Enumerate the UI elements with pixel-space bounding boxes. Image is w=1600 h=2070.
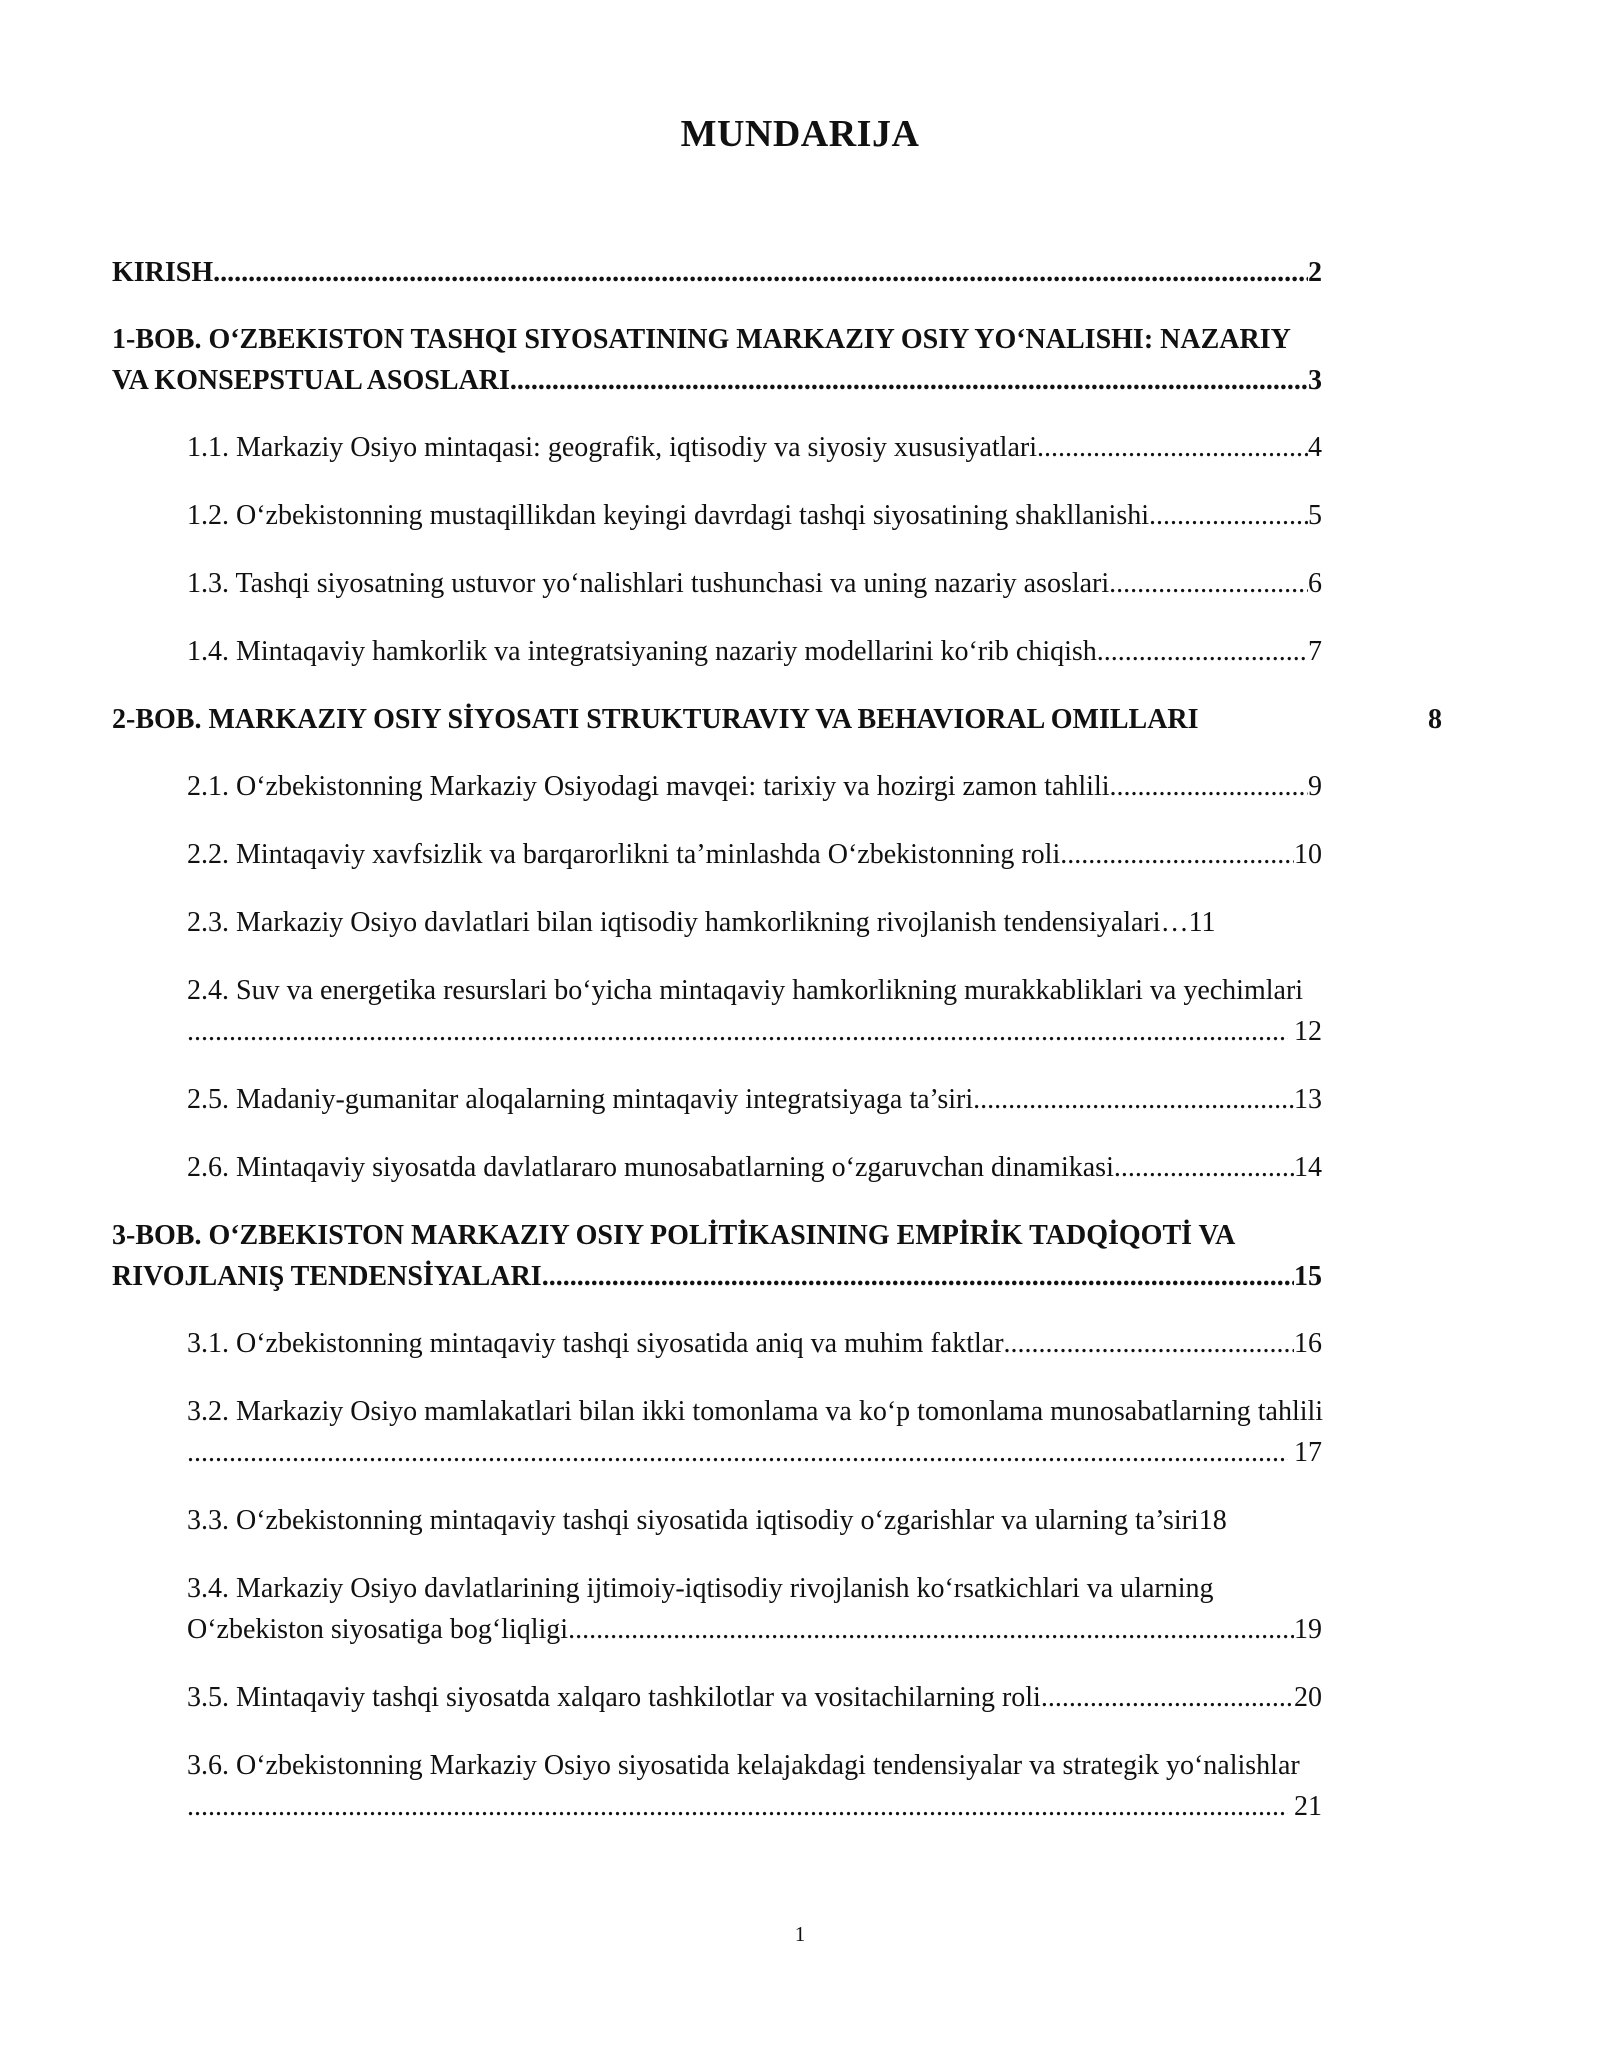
toc-entry-text: 3.6. O‘zbekistonning Markaziy Osiyo siyosatida kelajakdagi tendensiyalar va strategik yo‘nalishlar [187, 1750, 1300, 1781]
toc-entry-2-3[interactable] [187, 902, 1322, 943]
toc-entry-text-line1: 3-BOB. O‘ZBEKISTON MARKAZIY OSIY POLİTİKASINING EMPİRİK TADQİQOTİ VA [112, 1220, 1236, 1251]
dot-leader [510, 360, 1308, 401]
toc-entry-3-6[interactable] [187, 1745, 1407, 1827]
dot-leader [568, 1609, 1294, 1650]
toc-entry-text: 3.5. Mintaqaviy tashqi siyosatda xalqaro tashkilotlar va vositachilarning roli [187, 1682, 1041, 1713]
toc-entry-text-line2: VA KONSEPSTUAL ASOSLARI [112, 365, 510, 396]
toc-entry-1-2[interactable] [187, 495, 1322, 536]
toc-entry-1-1[interactable] [187, 427, 1322, 468]
dot-leader [973, 1079, 1294, 1120]
toc-page-number: 9 [1308, 771, 1322, 802]
toc-entry-text-line1: 3.4. Markaziy Osiyo davlatlarining ijtimoiy-iqtisodiy rivojlanish ko‘rsatkichlari va ularning [187, 1573, 1214, 1604]
dot-leader [1109, 563, 1308, 604]
toc-entry-1-4[interactable] [187, 631, 1322, 672]
dot-leader [1037, 427, 1308, 468]
toc-page-number: 10 [1294, 839, 1322, 870]
toc-entry-text: 2.3. Markaziy Osiyo davlatlari bilan iqtisodiy hamkorlikning rivojlanish tendensiyalari… [187, 907, 1189, 938]
toc-page-number: 6 [1308, 568, 1322, 599]
toc-page-number: 5 [1308, 500, 1322, 531]
toc-entry-text: 2.1. O‘zbekistonning Markaziy Osiyodagi mavqei: tarixiy va hozirgi zamon tahlili [187, 771, 1110, 802]
toc-entry-text: 3.2. Markaziy Osiyo mamlakatlari bilan ikki tomonlama va ko‘p tomonlama munosabatlarning tahlili [187, 1396, 1324, 1427]
toc-page-number: 18 [1198, 1505, 1227, 1536]
toc-entry-text-line2: O‘zbekiston siyosatiga bog‘liqligi [187, 1614, 569, 1645]
toc-entry-2-1[interactable] [187, 766, 1322, 807]
dot-leader [1149, 495, 1308, 536]
toc-entry-3-5[interactable] [187, 1677, 1322, 1718]
toc-page-number: 8 [1428, 704, 1442, 735]
toc-entry-3-1[interactable] [187, 1323, 1322, 1364]
toc-entry-text: 2.5. Madaniy-gumanitar aloqalarning mintaqaviy integratsiyaga ta’siri [187, 1084, 974, 1115]
toc-page-number: 14 [1294, 1152, 1322, 1183]
dot-leader [213, 252, 1308, 293]
toc-entry-text: 1.2. O‘zbekistonning mustaqillikdan keyingi davrdagi tashqi siyosatining shakllanishi [187, 500, 1149, 531]
toc-page-number: 15 [1294, 1261, 1322, 1292]
dot-leader [1110, 766, 1309, 807]
toc-entry-2-5[interactable] [187, 1079, 1322, 1120]
toc-page-number: 20 [1294, 1682, 1322, 1713]
toc-entry-text: 2.2. Mintaqaviy xavfsizlik va barqarorlikni ta’minlashda O‘zbekistonning roli [187, 839, 1061, 870]
toc-entry-2-2[interactable] [187, 834, 1322, 875]
toc-entry-2-6[interactable] [187, 1147, 1322, 1188]
toc-entry-chapter-2[interactable] [112, 699, 1442, 740]
dot-leader [187, 1011, 1288, 1052]
toc-entry-text-line2: RIVOJLANIŞ TENDENSİYALARI [112, 1261, 542, 1292]
toc-page-number: 17 [1294, 1437, 1322, 1468]
toc-entry-2-4[interactable] [187, 970, 1407, 1052]
dot-leader [187, 1432, 1288, 1473]
page-title: MUNDARIJA [680, 113, 920, 155]
toc-entry-3-3[interactable] [187, 1500, 1367, 1541]
dot-leader [1004, 1323, 1294, 1364]
toc-entry-chapter-1[interactable] [112, 319, 1442, 401]
dot-leader [542, 1256, 1294, 1297]
dot-leader [1097, 631, 1308, 672]
toc-entry-3-2[interactable] [187, 1391, 1437, 1473]
toc-entry-text: 2-BOB. MARKAZIY OSIY SİYOSATI STRUKTURAVIY VA BEHAVIORAL OMILLARI [112, 704, 1199, 735]
dot-leader [187, 1786, 1288, 1827]
toc-entry-text: KIRISH [112, 257, 214, 288]
toc-page-number: 12 [1294, 1016, 1322, 1047]
toc-entry-text: 1.1. Markaziy Osiyo mintaqasi: geografik, iqtisodiy va siyosiy xususiyatlari [187, 432, 1037, 463]
toc-entry-3-4[interactable] [187, 1568, 1322, 1650]
toc-page-number: 3 [1308, 365, 1322, 396]
toc-page-number: 19 [1294, 1614, 1322, 1645]
dot-leader [1041, 1677, 1294, 1718]
toc-entry-kirish[interactable] [112, 252, 1322, 293]
toc-entry-text: 3.3. O‘zbekistonning mintaqaviy tashqi siyosatida iqtisodiy o‘zgarishlar va ularning ta’siri [187, 1505, 1199, 1536]
toc-entry-text: 2.4. Suv va energetika resurslari bo‘yicha mintaqaviy hamkorlikning murakkabliklari va yechimlari [187, 975, 1304, 1006]
toc-entry-text: 1.3. Tashqi siyosatning ustuvor yo‘nalishlari tushunchasi va uning nazariy asoslari [187, 568, 1110, 599]
toc-page-number: 11 [1188, 907, 1216, 938]
toc-entry-chapter-3[interactable] [112, 1215, 1442, 1297]
page-number-footer: 1 [794, 1922, 806, 1946]
toc-page-number: 4 [1308, 432, 1322, 463]
dot-leader [1114, 1147, 1294, 1188]
toc-page-number: 13 [1294, 1084, 1322, 1115]
table-of-contents [112, 252, 1472, 1854]
toc-page-number: 2 [1308, 257, 1322, 288]
toc-entry-text: 3.1. O‘zbekistonning mintaqaviy tashqi siyosatida aniq va muhim faktlar [187, 1328, 1004, 1359]
toc-entry-1-3[interactable] [187, 563, 1322, 604]
toc-page-number: 16 [1294, 1328, 1322, 1359]
toc-page-number: 21 [1294, 1791, 1322, 1822]
toc-entry-text: 2.6. Mintaqaviy siyosatda davlatlararo munosabatlarning o‘zgaruvchan dinamikasi [187, 1152, 1114, 1183]
toc-entry-text-line1: 1-BOB. O‘ZBEKISTON TASHQI SIYOSATINING MARKAZIY OSIY YO‘NALISHI: NAZARIY [112, 324, 1291, 355]
dot-leader [1060, 834, 1294, 875]
toc-page-number: 7 [1308, 636, 1322, 667]
toc-entry-text: 1.4. Mintaqaviy hamkorlik va integratsiyaning nazariy modellarini ko‘rib chiqish [187, 636, 1097, 667]
